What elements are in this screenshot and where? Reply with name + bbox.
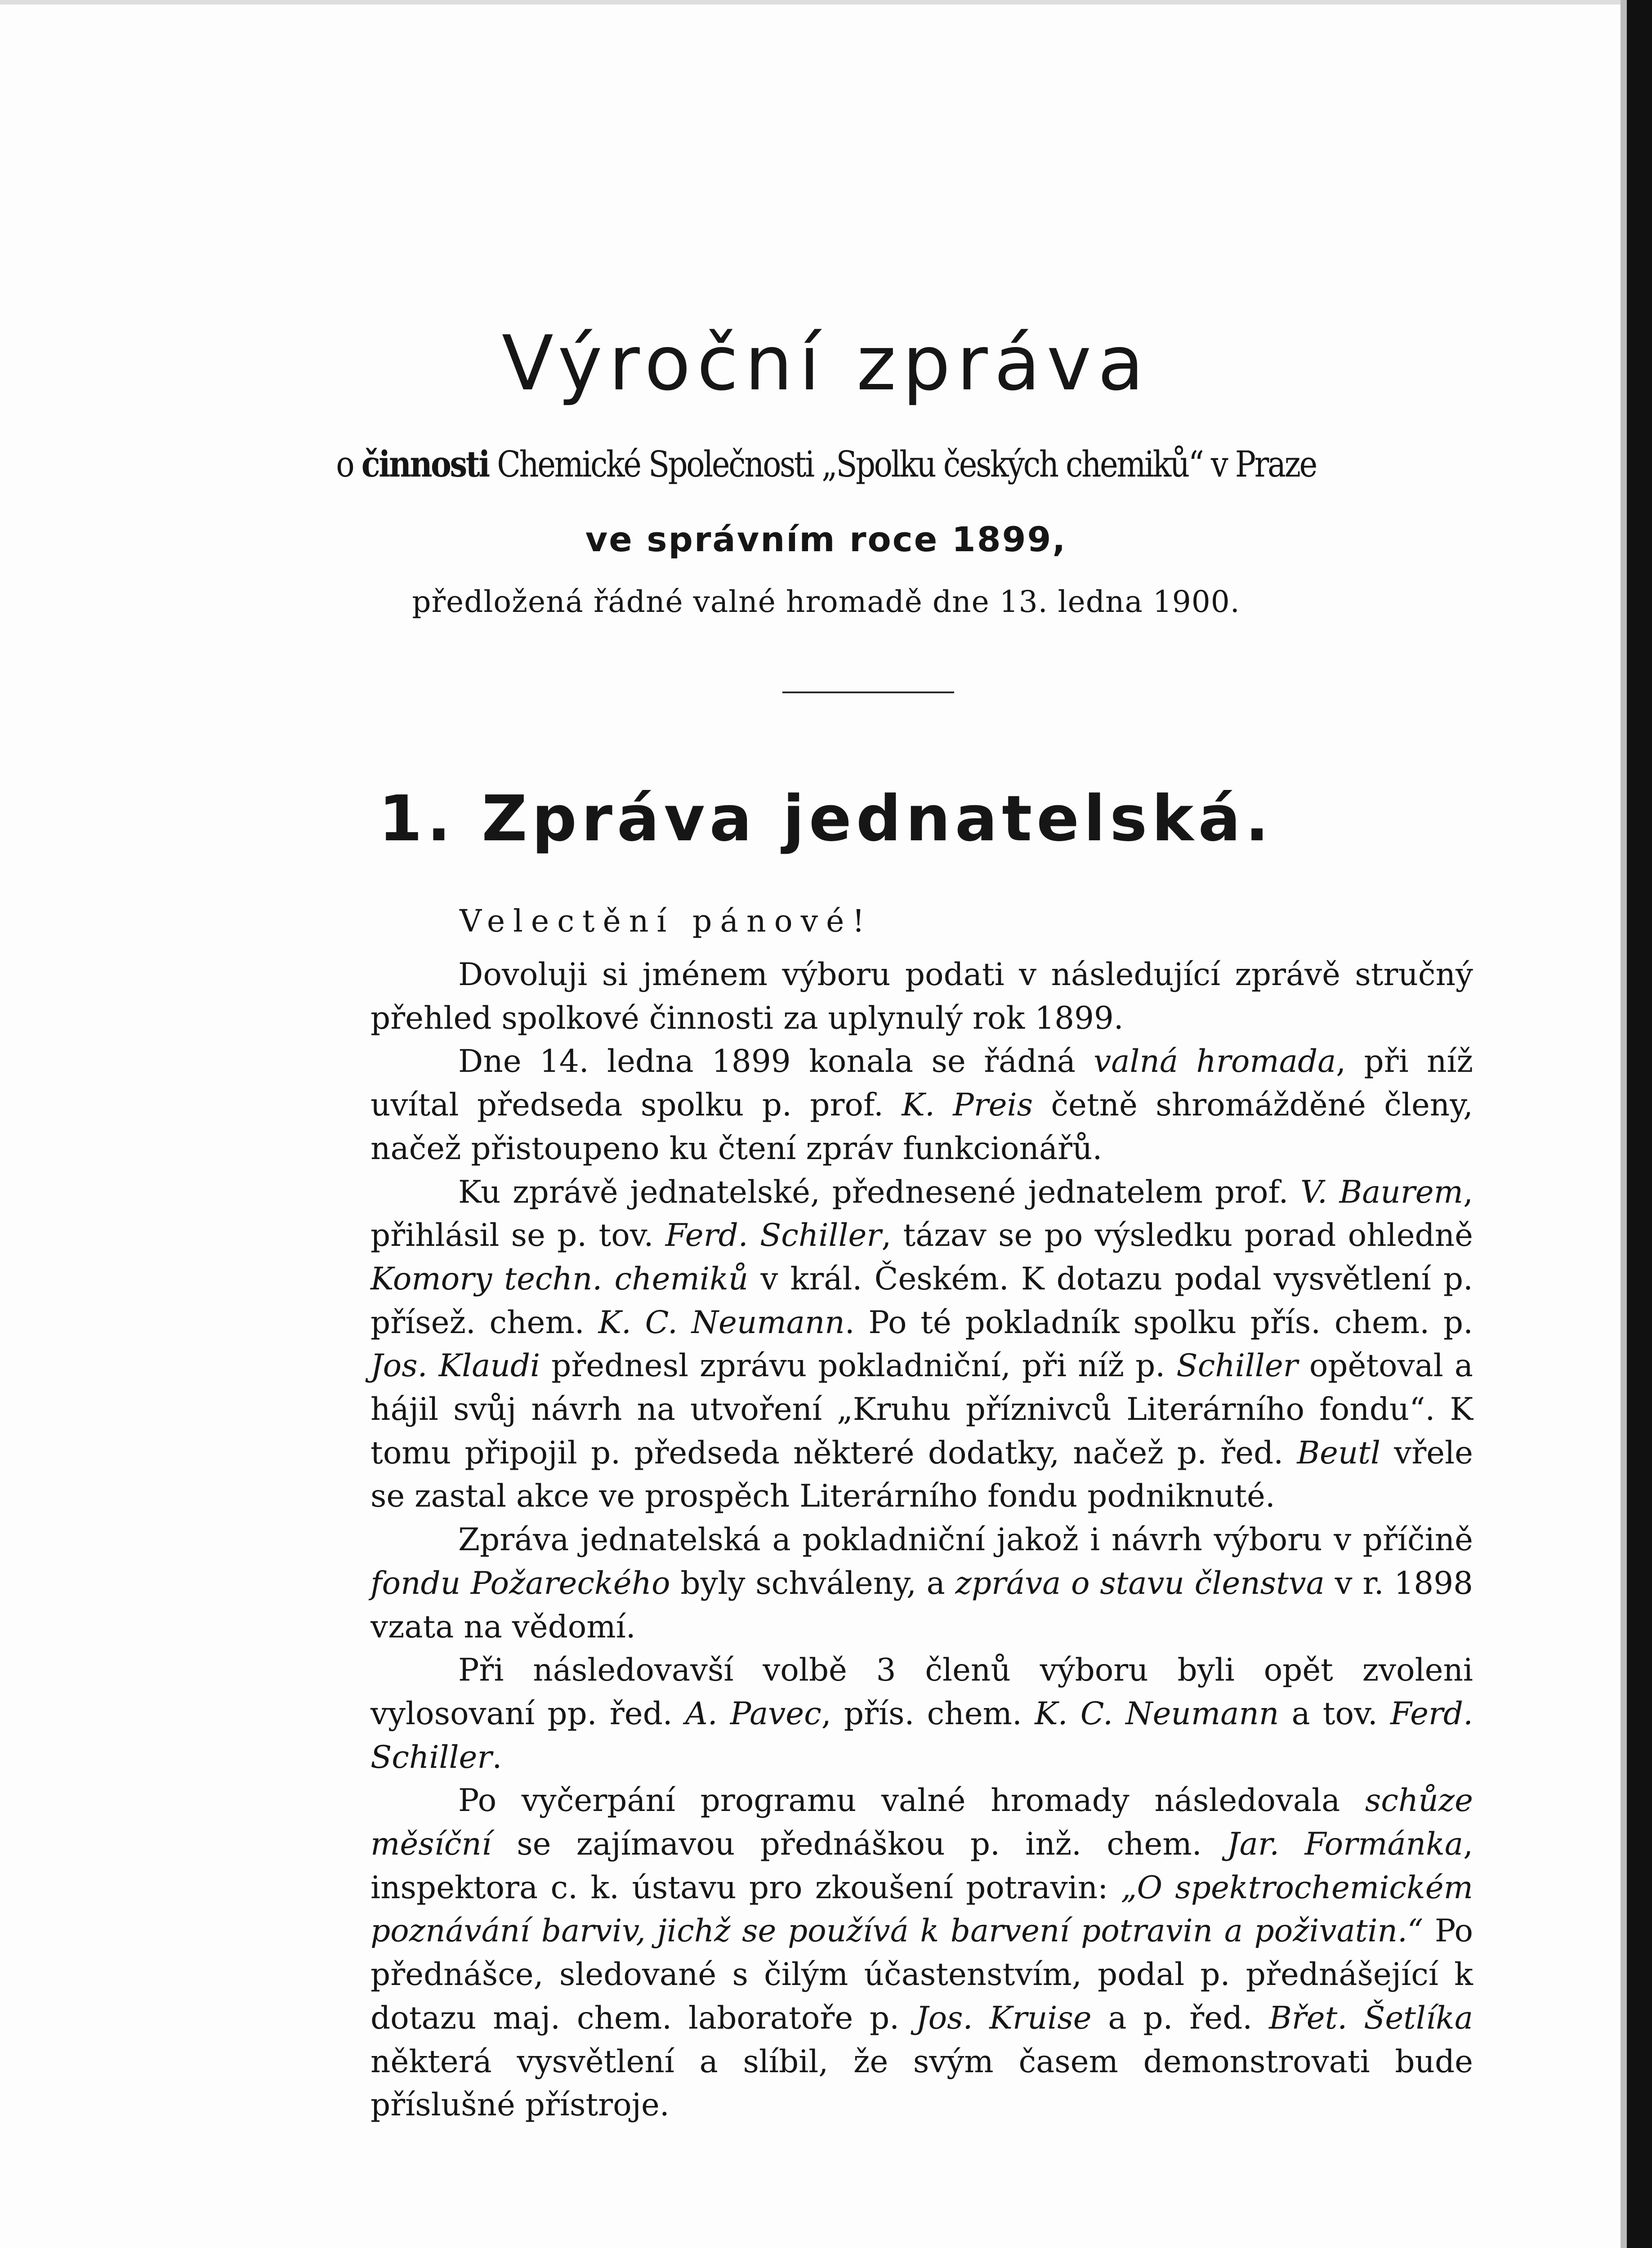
italic-run: Komory techn. chemiků: [371, 1261, 749, 1297]
subtitle-rest: Chemické Společnosti „Spolku českých chemiků“ v Praze: [497, 443, 1316, 485]
scan-top-edge: [0, 0, 1652, 4]
text-run: v r. 1898 vzata na vědomí.: [371, 1565, 1473, 1645]
text-run: , přihlásil se p. tov.: [371, 1174, 1473, 1254]
subtitle-prefix: o: [336, 443, 353, 485]
italic-run: Schiller: [1176, 1348, 1298, 1384]
year-line: ve správním roce 1899,: [585, 519, 1067, 559]
text-run: Po přednášce, sledované s čilým účastenstvím, podal p. přednášející k dotazu maj. chem. laboratoře p.: [371, 1913, 1473, 2036]
paragraph: [371, 1518, 1473, 1649]
paragraph: [371, 1649, 1473, 1779]
italic-run: Břet. Šetlíka: [1269, 2000, 1473, 2036]
body-text: [371, 953, 1473, 2127]
italic-run: schůze měsíční: [371, 1783, 1473, 1863]
text-run: vřele se zastal akce ve prospěch Literárního fondu podniknuté.: [371, 1435, 1473, 1515]
section-heading: 1. Zpráva jednatelská.: [378, 782, 1274, 856]
text-run: a p. řed.: [1091, 2000, 1269, 2036]
italic-run: Beutl: [1297, 1435, 1381, 1471]
text-run: Zpráva jednatelská a pokladniční jakož i návrh výboru v příčině: [458, 1522, 1473, 1558]
paragraph: [371, 953, 1473, 1040]
paragraph: [371, 1171, 1473, 1519]
italic-run: K. C. Neumann: [598, 1304, 845, 1341]
italic-run: Jos. Klaudi: [371, 1348, 540, 1384]
italic-run: Jar. Formánka: [1227, 1826, 1464, 1863]
text-run: v král. Českém. K dotazu podal vysvětlení p. přísež. chem.: [371, 1261, 1473, 1341]
italic-run: valná hromada: [1094, 1044, 1336, 1080]
subtitle: [116, 443, 1536, 485]
italic-run: „O spektrochemickém poznávání barviv, jichž se používá k barvení potravin a poživatin.“: [371, 1869, 1473, 1949]
text-run: byly schváleny, a: [670, 1565, 955, 1601]
paragraph: [371, 1040, 1473, 1170]
main-title: Výroční zpráva: [501, 319, 1151, 407]
text-run: . Po té pokladník spolku přís. chem. p.: [844, 1304, 1473, 1341]
text-run: Při následovavší volbě 3 členů výboru byli opět zvoleni vylosovaní pp. řed.: [371, 1652, 1473, 1732]
subtitle-bold-word: činnosti: [361, 443, 489, 485]
text-run: .: [492, 1739, 502, 1775]
italic-run: V. Baurem: [1300, 1174, 1464, 1210]
italic-run: Ferd. Schiller: [371, 1695, 1473, 1775]
presented-line: předložená řádné valné hromadě dne 13. ledna 1900.: [412, 584, 1240, 619]
text-run: se zajímavou přednáškou p. inž. chem.: [491, 1826, 1228, 1863]
text-run: Dne 14. ledna 1899 konala se řádná: [458, 1044, 1094, 1080]
text-run: Dovoluji si jménem výboru podati v následující zprávě stručný přehled spolkové činnosti za uplynulý rok 1899.: [371, 957, 1473, 1036]
salutation: Velectění pánové!: [460, 904, 873, 939]
text-run: , při níž uvítal předseda spolku p. prof.: [371, 1044, 1473, 1124]
text-run: Ku zprávě jednatelské, přednesené jednatelem prof.: [458, 1174, 1301, 1210]
italic-run: K. Preis: [902, 1087, 1033, 1124]
text-run: Po vyčerpání programu valné hromady následovala: [458, 1783, 1365, 1819]
italic-run: K. C. Neumann: [1035, 1695, 1279, 1732]
text-run: , inspektora c. k. ústavu pro zkoušení potravin:: [371, 1826, 1473, 1906]
text-run: , tázav se po výsledku porad ohledně: [881, 1218, 1473, 1254]
text-run: přednesl zprávu pokladniční, při níž p.: [540, 1348, 1177, 1384]
paragraph: [371, 1779, 1473, 2127]
text-run: a tov.: [1279, 1695, 1390, 1732]
section-divider: [782, 691, 954, 693]
text-run: některá vysvětlení a slíbil, že svým časem demonstrovati bude příslušné přístroje.: [371, 2043, 1473, 2123]
italic-run: Ferd. Schiller: [665, 1218, 882, 1254]
italic-run: zpráva o stavu členstva: [955, 1565, 1325, 1601]
text-run: četně shromážděné členy, načež přistoupeno ku čtení zpráv funkcionářů.: [371, 1087, 1473, 1167]
text-run: opětoval a hájil svůj návrh na utvoření „Kruhu příznivců Literárního fondu“. K tomu připojil p. předseda některé dodatky, načež p. řed.: [371, 1348, 1473, 1471]
italic-run: fondu Požareckého: [371, 1565, 670, 1601]
italic-run: A. Pavec: [685, 1695, 822, 1732]
italic-run: Jos. Kruise: [915, 2000, 1092, 2036]
text-run: , přís. chem.: [821, 1695, 1035, 1732]
